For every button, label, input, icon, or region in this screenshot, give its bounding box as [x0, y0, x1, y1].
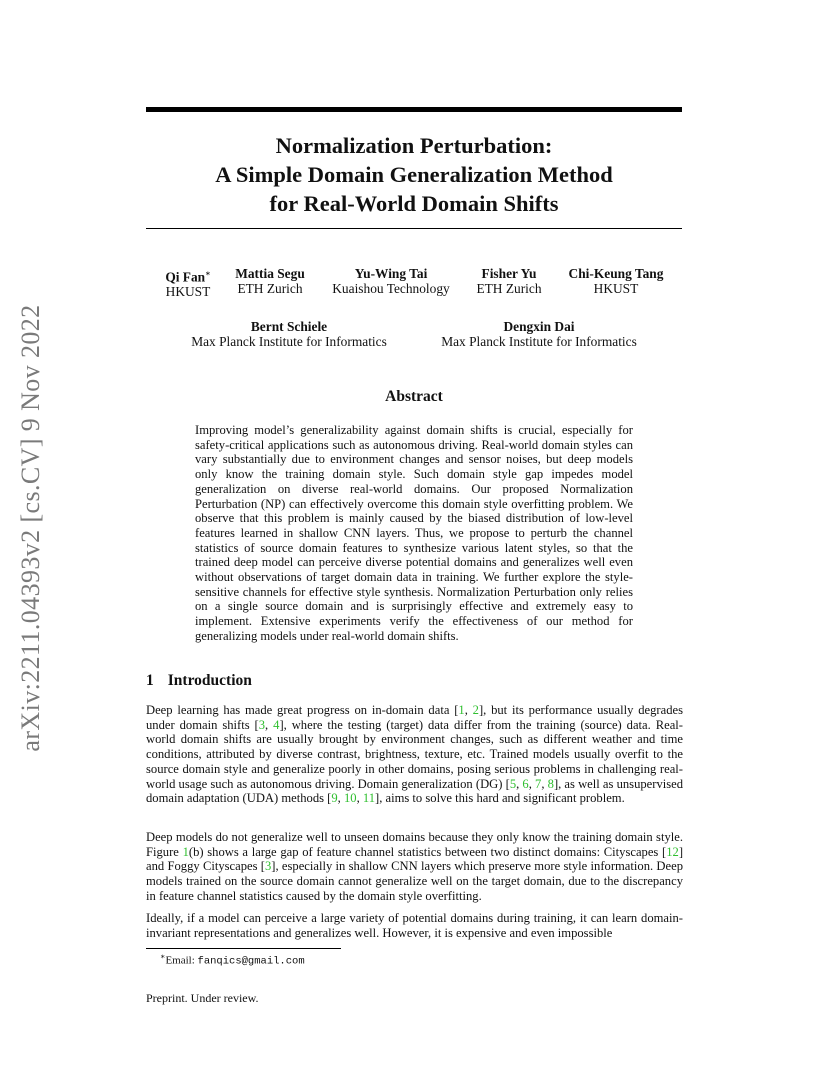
citation-link[interactable]: 11: [362, 791, 375, 806]
citation-link[interactable]: 6: [522, 776, 529, 791]
title-rule-top: [146, 107, 682, 112]
author-affiliation: ETH Zurich: [476, 281, 542, 296]
section-number: 1: [146, 672, 154, 689]
intro-paragraph-1: Deep learning has made great progress on in-domain data [1, 2], but its performance usually degrades under domain shifts [3, 4], where the testing (target) data differ from the training (source) data. Real-world domain shifts are usually brought by environment changes, such as different weather and time conditions, attributed by diverse contrast, brightness, texture, etc. Trained models usually overfit to the source domain style and generalize poorly in other domains, posing serious problems in challenging real-world usage such as autonomous driving. Domain generalization (DG) [5, 6, 7, 8], as well as unsupervised domain adaptation (UDA) methods [9, 10, 11], aims to solve this hard and significant problem.: [146, 703, 684, 806]
author-name: Bernt Schiele: [250, 319, 328, 334]
section-title: Introduction: [167, 672, 252, 689]
citation-link[interactable]: 10: [343, 791, 357, 806]
title-line: Normalization Perturbation:: [275, 133, 553, 158]
author-name: Fisher Yu: [481, 266, 537, 281]
author-block: [156, 266, 220, 299]
author-affiliation: Max Planck Institute for Informatics: [191, 334, 387, 349]
abstract-heading: Abstract: [385, 388, 443, 405]
author-name: Yu-Wing Tai: [354, 266, 428, 281]
footnote: ∗Email: fanqics@gmail.com: [160, 952, 305, 968]
author-affiliation: ETH Zurich: [237, 281, 303, 296]
author-block: [186, 319, 392, 349]
citation-link[interactable]: 3: [264, 859, 272, 874]
author-block: [228, 266, 312, 296]
citation-link[interactable]: 2: [472, 703, 479, 717]
page-footer: Preprint. Under review.: [146, 991, 259, 1005]
author-affiliation: HKUST: [165, 284, 211, 300]
author-name: Dengxin Dai: [503, 319, 575, 334]
citation-link[interactable]: 5: [509, 776, 517, 791]
footnote-email[interactable]: fanqics@gmail.com: [197, 955, 305, 968]
footnote-rule: [146, 948, 341, 949]
citation-link[interactable]: 8: [547, 776, 554, 791]
abstract-text: Improving model’s generalizability against domain shifts is crucial, especially for safety-critical applications such as autonomous driving. Real-world domain styles can vary substantially due to environment changes and sensor noises, but deep models only know the training domain style. Such domain style gap impedes model generalization on diverse real-world domains. Our proposed Normalization Perturbation (NP) can effectively overcome this domain style overfitting problem. We observe that this problem is mainly caused by the biased distribution of low-level features learned in shallow CNN layers. Thus, we propose to perturb the channel statistics of source domain features to synthesize various latent styles, so that the trained deep model can perceive diverse potential domains and generalizes well even without observations of target domain data in training. We further explore the style-sensitive channels for effective style synthesis. Normalization Perturbation only relies on a single source domain and is surprisingly effective and extremely easy to implement. Extensive experiments verify the effectiveness of our method for generalizing models under real-world domain shifts.: [195, 423, 633, 643]
citation-link[interactable]: 7: [535, 776, 542, 791]
intro-paragraph-3: Ideally, if a model can perceive a large variety of potential domains during training, it can learn domain-invariant representations and generalizes well. However, it is expensive and even impossible: [146, 911, 683, 940]
author-affiliation: HKUST: [593, 281, 639, 296]
section-heading: [146, 672, 252, 690]
citation-link[interactable]: 4: [273, 717, 280, 732]
author-name: Mattia Segu: [235, 266, 305, 281]
author-name: Chi-Keung Tang: [568, 266, 664, 281]
figure-link[interactable]: 1: [182, 844, 189, 859]
author-block: [328, 266, 454, 296]
footnote-mark: ∗: [160, 952, 166, 961]
author-name: Qi Fan∗: [165, 269, 211, 285]
citation-link[interactable]: 3: [258, 717, 266, 732]
author-block: [470, 266, 548, 296]
citation-link[interactable]: 9: [331, 791, 338, 806]
author-affiliation: Max Planck Institute for Informatics: [441, 334, 637, 349]
author-block: [436, 319, 642, 349]
author-mark: ∗: [205, 269, 211, 278]
title-rule-bottom: [146, 228, 682, 229]
citation-link[interactable]: 12: [666, 844, 679, 859]
intro-paragraph-2: Deep models do not generalize well to unseen domains because they only know the training domain style. Figure 1(b) shows a large gap of feature channel statistics between two distinct domains: Cityscapes [12] and Foggy Cityscapes [3], especially in shallow CNN layers which preserve more style information. Deep models trained on the source domain cannot generalize well on the target domain, due to the discrepancy in feature channel statistics caused by the domain style overfitting.: [146, 830, 684, 903]
title-line: for Real-World Domain Shifts: [269, 191, 559, 216]
author-affiliation: Kuaishou Technology: [332, 281, 450, 296]
author-block: [560, 266, 672, 296]
title-line: A Simple Domain Generalization Method: [215, 162, 613, 187]
paper-title: [146, 131, 682, 218]
citation-link[interactable]: 1: [458, 703, 465, 717]
arxiv-stamp: arXiv:2211.04393v2 [cs.CV] 9 Nov 2022: [16, 304, 45, 752]
